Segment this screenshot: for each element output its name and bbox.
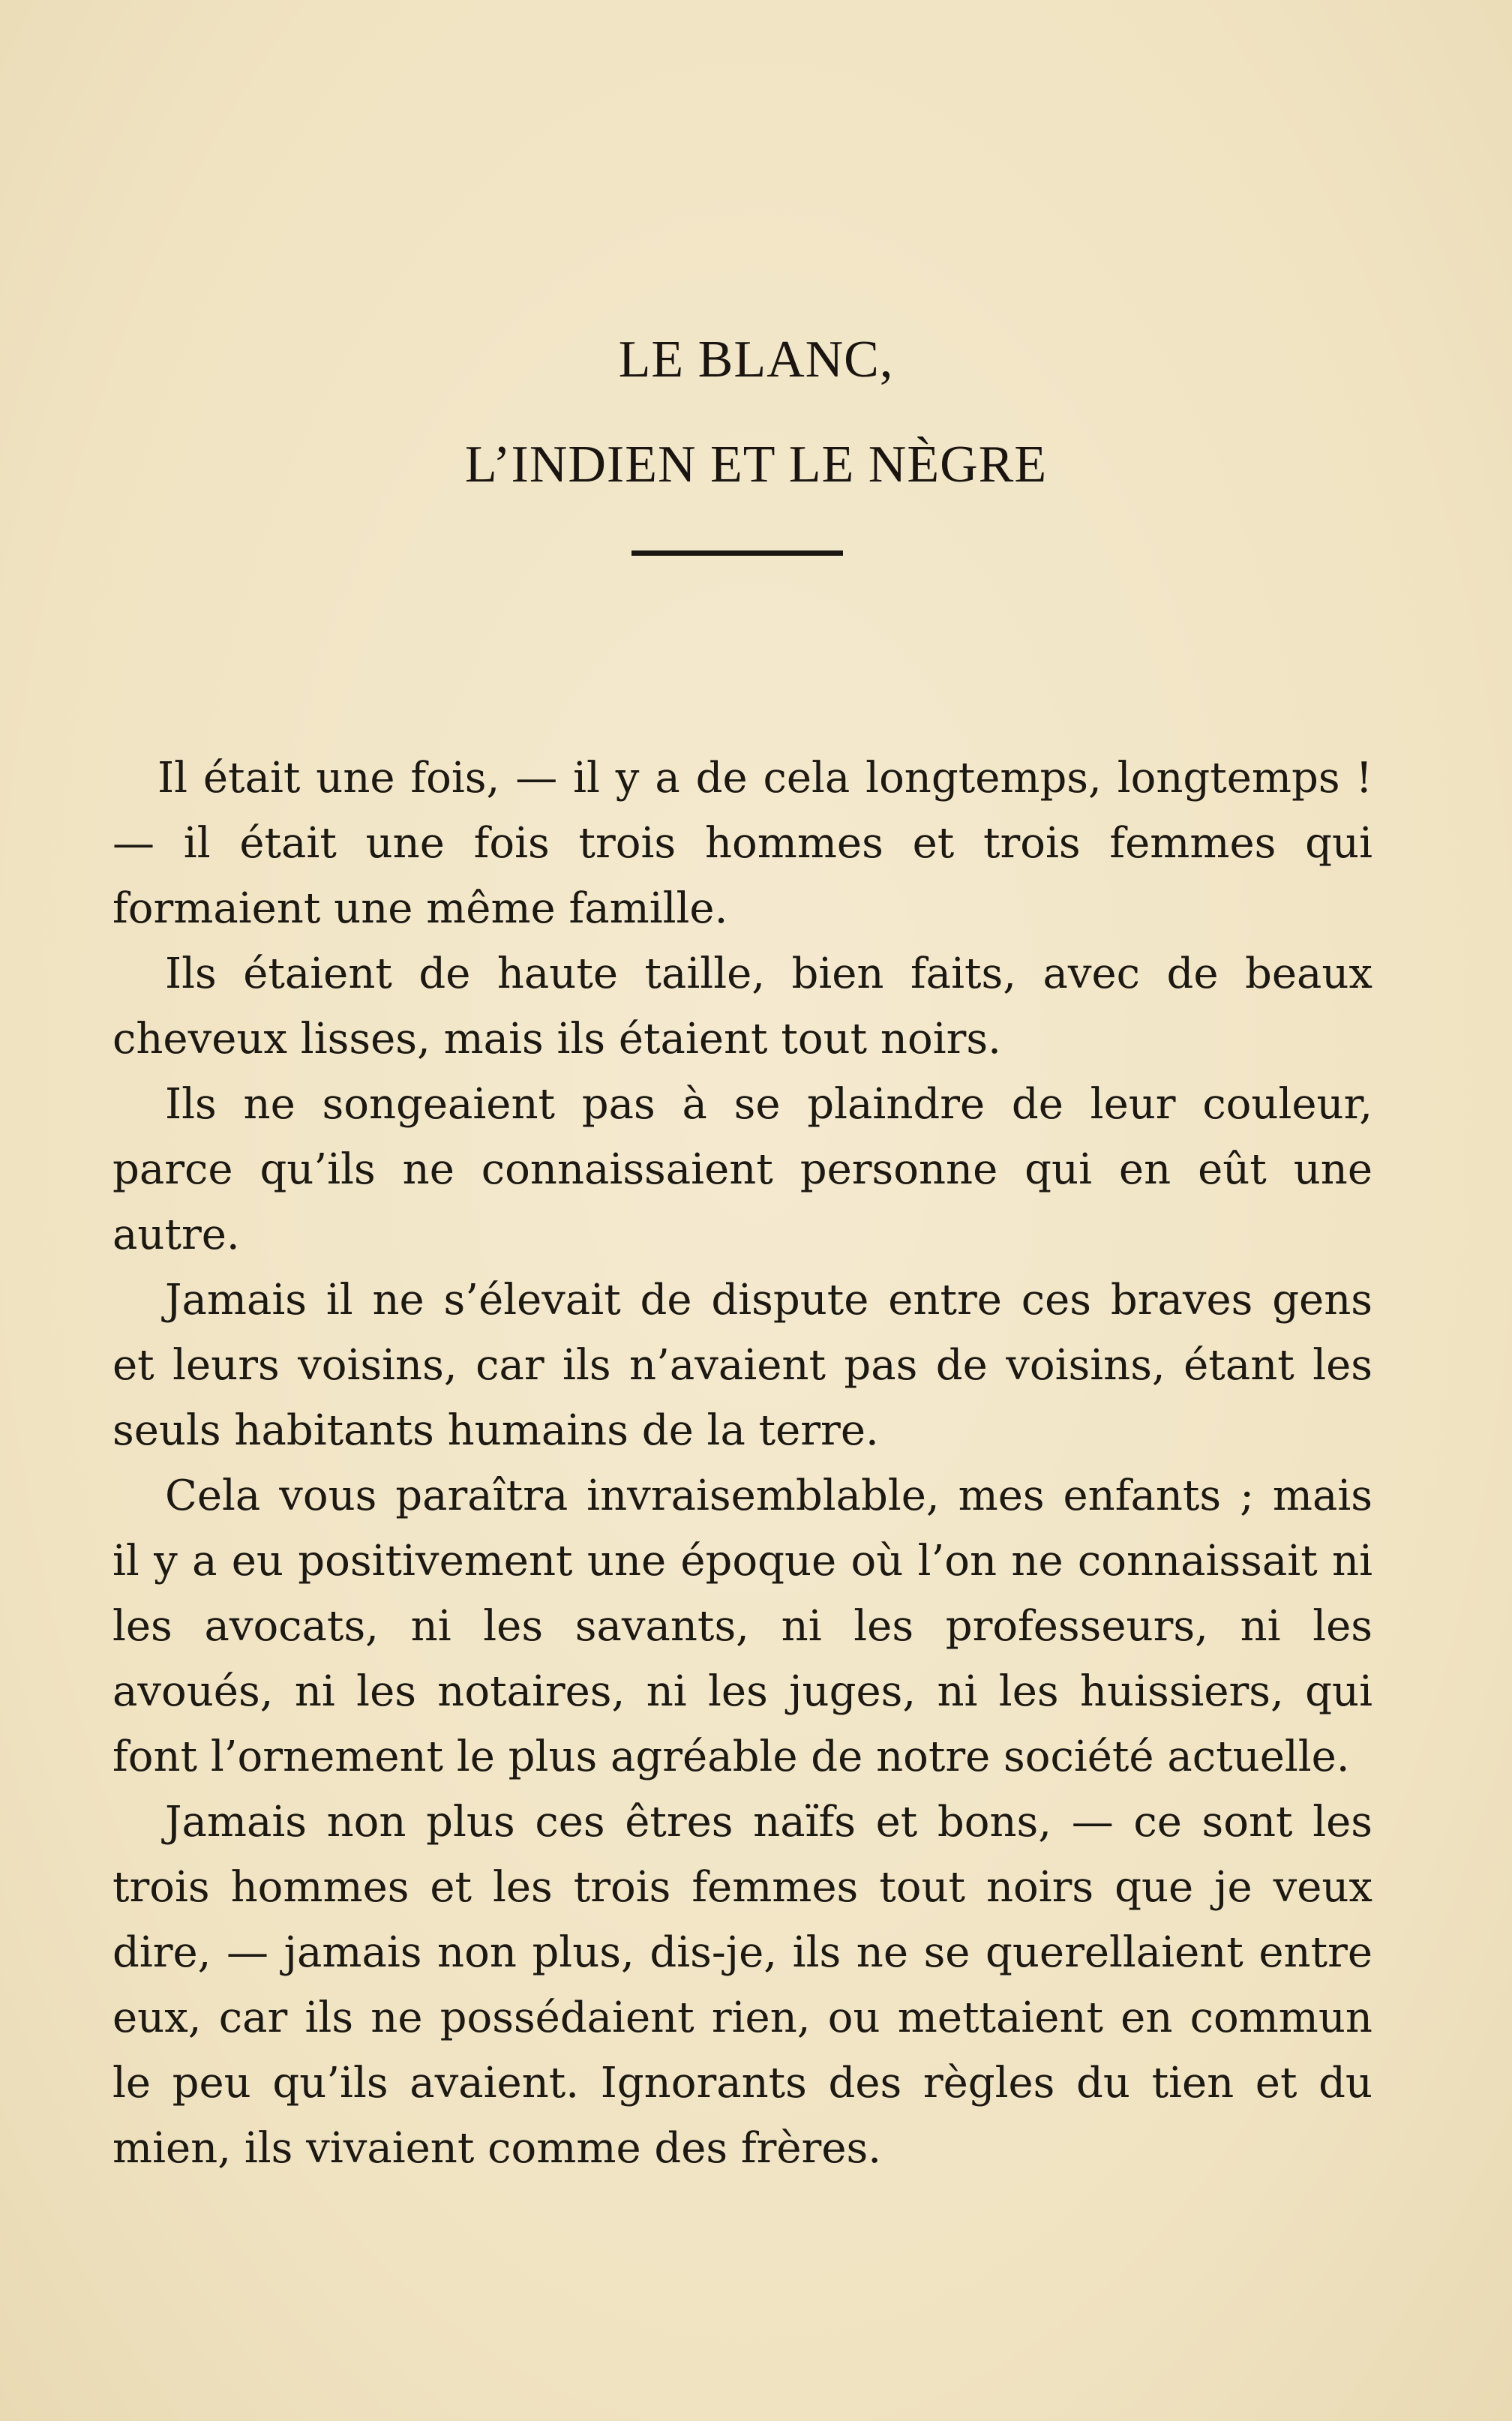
paragraph-2: Ils étaient de haute taille, bien faits, avec de beaux cheveux lisses, mais ils étaient tout noirs. — [112, 950, 1372, 1064]
title-divider — [632, 550, 843, 556]
paragraph-4: Jamais il ne s’élevait de dispute entre ces braves gens et leurs voisins, car ils n’avaient pas de voisins, étant les seuls habitants humains de la terre. — [112, 1276, 1372, 1455]
body-text — [112, 746, 1372, 2181]
chapter-title-line-2: L’INDIEN ET LE NÈGRE — [464, 436, 1048, 494]
paragraph-6: Jamais non plus ces êtres naïfs et bons, — ce sont les trois hommes et les trois femmes tout noirs que je veux dire, — jamais non plus, dis-je, ils ne se querellaient entre eux, car ils ne possédaient rien, ou mettaient en commun le peu qu’ils avaient. Ignorants des règles du tien et du mien, ils vivaient comme des frères. — [112, 1798, 1372, 2173]
paragraph-3: Ils ne songeaient pas à se plaindre de leur couleur, parce qu’ils ne connaissaient personne qui en eût une autre. — [112, 1080, 1372, 1259]
paragraph-5: Cela vous paraîtra invraisemblable, mes enfants ; mais il y a eu positivement une époque où l’on ne connaissait ni les avocats, ni les savants, ni les professeurs, ni les avoués, ni les notaires, ni les juges, ni les huissiers, qui font l’ornement le plus agréable de notre société actuelle. — [112, 1472, 1372, 1781]
chapter-title-line-1: LE BLANC, — [618, 331, 894, 388]
paragraph-1: Il était une fois, — il y a de cela longtemps, longtemps ! — il était une fois trois hommes et trois femmes qui formaient une même famille. — [112, 754, 1372, 933]
